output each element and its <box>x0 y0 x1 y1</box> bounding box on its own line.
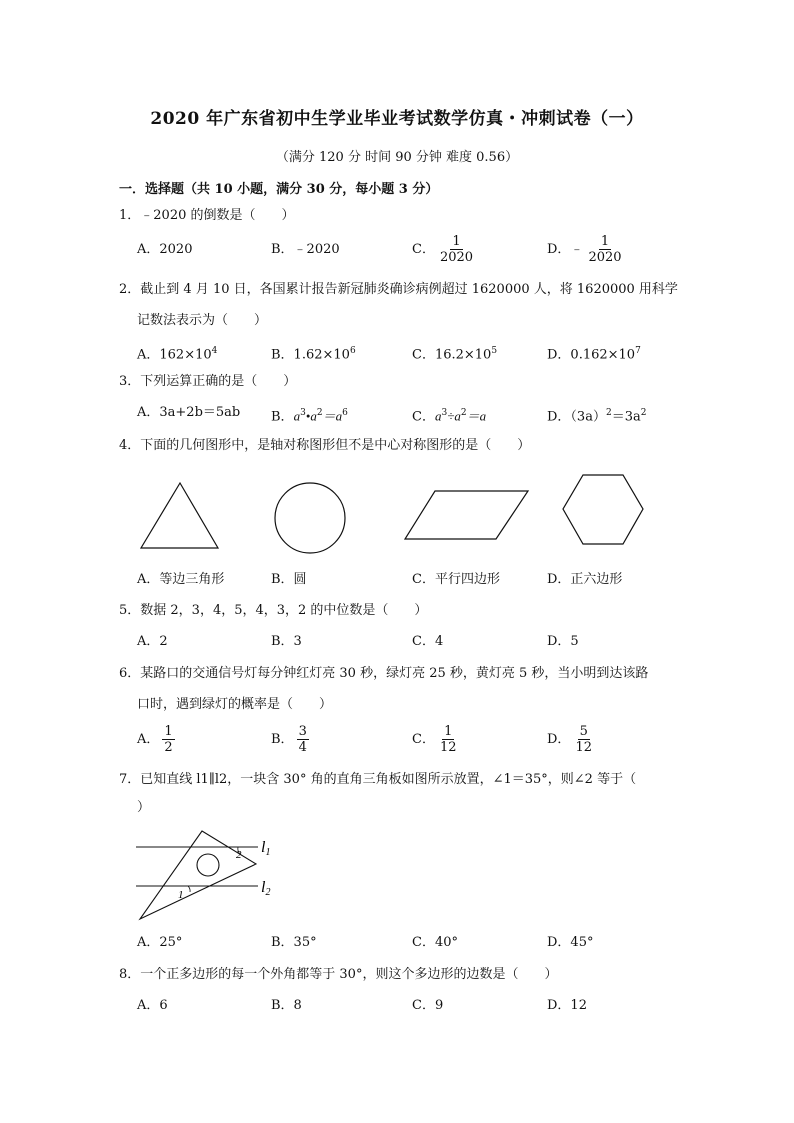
q2-option-d <box>547 341 641 365</box>
q2-option-b-text: B．1.62×10 <box>271 347 350 363</box>
exponent: 2 <box>460 408 467 418</box>
exponent: 7 <box>635 346 641 356</box>
q2-option-d-text: D．0.162×10 <box>547 347 636 363</box>
q7-option-b: B．35° <box>271 935 317 950</box>
section-heading: 一．选择题（共 10 小题，满分 30 分，每小题 3 分） <box>119 182 439 197</box>
angle-1-label: 1 <box>178 889 184 901</box>
l2-label <box>261 879 270 898</box>
q5-option-d: D．5 <box>547 634 579 649</box>
question-3-stem: 3．下列运算正确的是（ ） <box>119 374 297 389</box>
q6-option-b <box>271 724 309 755</box>
numerator: 1 <box>600 234 610 249</box>
question-8-stem: 8．一个正多边形的每一个外角都等于 30°，则这个多边形的边数是（ ） <box>119 967 558 982</box>
q1-option-c <box>412 234 475 265</box>
variable: a <box>434 408 442 424</box>
q3-option-b <box>271 403 348 427</box>
q5-option-b: B．3 <box>271 634 302 649</box>
q2-option-b <box>271 341 356 365</box>
q3-option-d-label: D．（3a） <box>547 409 606 425</box>
exam-subtitle: （满分 120 分 时间 90 分钟 难度 0.56） <box>275 150 519 165</box>
q6-option-a <box>137 724 175 755</box>
fraction <box>586 234 623 265</box>
q8-option-c: C．9 <box>412 998 444 1013</box>
parallelogram-figure <box>402 486 532 544</box>
l1-letter: l <box>261 839 266 856</box>
exponent: 6 <box>349 346 356 356</box>
q4-option-c: C．平行四边形 <box>412 572 500 587</box>
question-5-stem: 5．数据 2，3，4，5，4，3，2 的中位数是（ ） <box>119 603 428 618</box>
question-2-stem-line1: 2．截止到 4 月 10 日，各国累计报告新冠肺炎确诊病例超过 1620000 人，将 1620000 用科学 <box>119 282 678 297</box>
triangle-ruler <box>140 831 256 919</box>
equilateral-triangle-figure <box>138 480 222 552</box>
q4-option-d: D．正六边形 <box>547 572 623 587</box>
q1-option-b: B．﹣2020 <box>271 242 340 257</box>
exponent: 6 <box>342 408 348 418</box>
q5-option-a: A．2 <box>137 634 168 649</box>
variable: ＝a <box>322 408 343 424</box>
q2-option-c <box>412 341 497 365</box>
q1-option-a: A．2020 <box>137 242 193 257</box>
exponent: 3 <box>441 408 448 418</box>
q6-option-c <box>412 724 459 755</box>
q7-option-a: A．25° <box>137 935 183 950</box>
q2-option-c-text: C．16.2×10 <box>412 347 492 363</box>
fraction <box>573 724 594 755</box>
q3-option-d <box>547 403 646 427</box>
question-2-stem-line2: 记数法表示为（ ） <box>137 313 268 328</box>
angle-2-label: 2 <box>236 849 242 861</box>
q8-option-d: D．12 <box>547 998 587 1013</box>
exponent: 2 <box>640 408 647 418</box>
question-7-stem-line1: 7．已知直线 l1∥l2，一块含 30° 角的直角三角板如图所示放置，∠1＝35°，则∠2 等于（ <box>119 772 637 787</box>
numerator: 1 <box>452 234 461 249</box>
l1-label <box>261 839 270 858</box>
circle-figure <box>272 480 348 556</box>
q3-option-a: A．3a+2b＝5ab <box>137 405 241 420</box>
q6-option-d <box>547 724 594 755</box>
l1-subscript: 1 <box>265 847 271 858</box>
q6-option-c-label: C． <box>412 732 435 747</box>
denominator: 2020 <box>439 250 474 265</box>
q7-option-d: D．45° <box>547 935 594 950</box>
question-6-stem-line2: 口时，遇到绿灯的概率是（ ） <box>137 697 333 712</box>
numerator: 3 <box>298 724 307 739</box>
q2-option-a <box>137 341 217 365</box>
question-7-stem-line2: ） <box>137 800 151 815</box>
numerator: 1 <box>444 724 453 739</box>
q4-option-b: B．圆 <box>271 572 307 587</box>
l2-subscript: 2 <box>265 887 271 898</box>
fraction <box>297 724 309 755</box>
fraction <box>438 234 475 265</box>
q3-option-c <box>412 403 486 427</box>
variable: ＝a <box>466 408 487 424</box>
question-1-stem: 1．﹣2020 的倒数是（ ） <box>119 208 295 223</box>
fraction <box>162 724 174 755</box>
fraction <box>438 724 459 755</box>
q3-option-d-eq: ＝3a <box>611 409 641 425</box>
exponent: 5 <box>491 346 498 356</box>
q6-option-b-label: B． <box>271 732 294 747</box>
denominator: 4 <box>298 740 307 755</box>
q7-option-c: C．40° <box>412 935 458 950</box>
q8-option-b: B．8 <box>271 998 302 1013</box>
q2-option-a-text: A．162×10 <box>137 347 212 363</box>
regular-hexagon-figure <box>560 472 646 548</box>
variable: •a <box>305 408 317 424</box>
denominator: 2 <box>164 740 173 755</box>
exponent: 3 <box>300 408 306 418</box>
variable: a <box>293 408 301 424</box>
exponent: 4 <box>211 346 218 356</box>
numerator: 5 <box>579 724 588 739</box>
q6-option-a-label: A． <box>137 732 160 747</box>
q3-option-c-label: C． <box>412 409 435 425</box>
q1-option-d-label: D．﹣ <box>547 242 584 257</box>
parallel-lines-triangle-figure <box>132 826 282 926</box>
exam-title: 2020 年广东省初中生学业毕业考试数学仿真・冲刺试卷（一） <box>150 109 644 129</box>
l2-letter: l <box>261 879 266 896</box>
q8-option-a: A．6 <box>137 998 168 1013</box>
numerator: 1 <box>164 724 173 739</box>
q3-option-b-label: B． <box>271 409 294 425</box>
q1-option-c-label: C． <box>412 242 435 257</box>
q4-option-a: A．等边三角形 <box>137 572 225 587</box>
question-6-stem-line1: 6．某路口的交通信号灯每分钟红灯亮 30 秒，绿灯亮 25 秒，黄灯亮 5 秒，当小明到达该路 <box>119 666 649 681</box>
question-4-stem: 4．下面的几何图形中，是轴对称图形但不是中心对称图形的是（ ） <box>119 438 531 453</box>
variable: ÷a <box>447 408 461 424</box>
q6-option-d-label: D． <box>547 732 571 747</box>
q1-option-d <box>547 234 624 265</box>
denominator: 12 <box>439 740 457 755</box>
q5-option-c: C．4 <box>412 634 444 649</box>
exponent: 2 <box>316 408 323 418</box>
denominator: 2020 <box>588 250 622 265</box>
denominator: 12 <box>575 740 592 755</box>
exponent: 2 <box>605 408 612 418</box>
